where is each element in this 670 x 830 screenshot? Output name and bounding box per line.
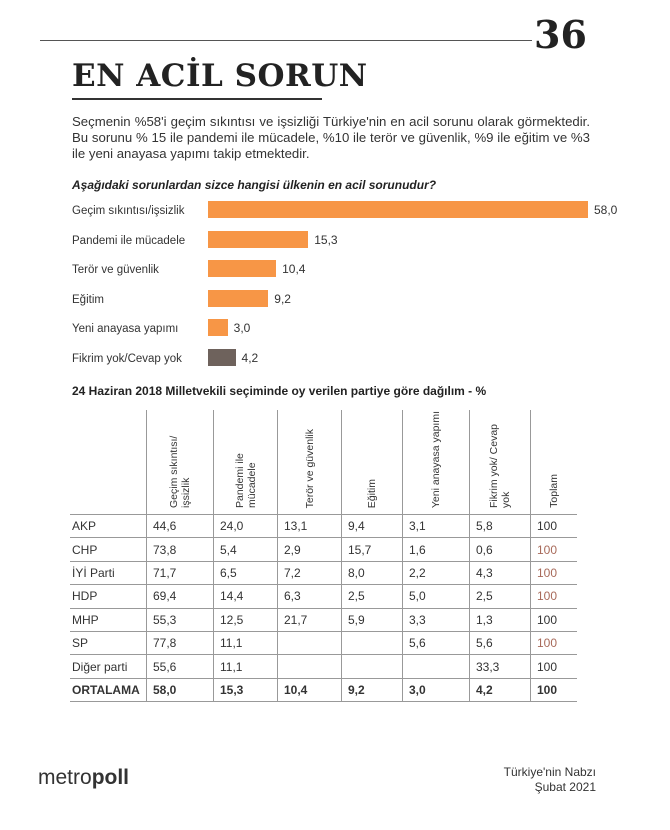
table-body xyxy=(70,515,577,702)
value-cell: 5,4 xyxy=(214,538,278,561)
party-name-cell: MHP xyxy=(70,608,147,631)
table-column-header xyxy=(470,410,531,515)
bar-row xyxy=(72,201,618,223)
value-cell: 77,8 xyxy=(147,631,214,654)
value-cell: 15,7 xyxy=(342,538,403,561)
bar-row xyxy=(72,260,592,282)
value-cell: 14,4 xyxy=(214,585,278,608)
table-row xyxy=(70,631,577,654)
value-cell: 24,0 xyxy=(214,515,278,538)
column-header-label: Fikrim yok/ Cevap yok xyxy=(488,423,512,508)
total-cell: 100 xyxy=(531,655,578,678)
bar-row xyxy=(72,290,592,312)
value-cell xyxy=(403,655,470,678)
table-row xyxy=(70,538,577,561)
bar-value-label: 58,0 xyxy=(594,203,618,217)
value-cell: 11,1 xyxy=(214,655,278,678)
table-title: 24 Haziran 2018 Milletvekili seçiminde oy verilen partiye göre dağılım - % xyxy=(72,384,487,398)
value-cell xyxy=(278,631,342,654)
bar-category-label: Yeni anayasa yapımı xyxy=(72,323,179,335)
value-cell: 3,3 xyxy=(403,608,470,631)
page-number: 36 xyxy=(534,12,587,57)
table-row xyxy=(70,561,577,584)
party-name-cell: İYİ Parti xyxy=(70,561,147,584)
page-title: EN ACİL SORUN xyxy=(72,58,368,94)
value-cell: 71,7 xyxy=(147,561,214,584)
table-header-row xyxy=(70,410,577,515)
value-cell: 8,0 xyxy=(342,561,403,584)
total-cell: 100 xyxy=(531,585,578,608)
value-cell: 44,6 xyxy=(147,515,214,538)
bar-category-label: Pandemi ile mücadele xyxy=(72,234,186,247)
value-cell: 15,3 xyxy=(214,678,278,701)
value-cell: 73,8 xyxy=(147,538,214,561)
value-cell: 6,3 xyxy=(278,585,342,608)
bar xyxy=(208,260,276,277)
bar xyxy=(208,349,236,366)
total-cell: 100 xyxy=(531,561,578,584)
footer-date: Şubat 2021 xyxy=(534,780,596,794)
value-cell: 55,3 xyxy=(147,608,214,631)
bar-value-label: 10,4 xyxy=(282,262,306,276)
distribution-table xyxy=(70,410,577,702)
value-cell: 55,6 xyxy=(147,655,214,678)
value-cell: 1,6 xyxy=(403,538,470,561)
total-cell: 100 xyxy=(531,515,578,538)
value-cell: 4,3 xyxy=(470,561,531,584)
bar-category-label: Eğitim xyxy=(72,293,104,306)
intro-paragraph: Seçmenin %58'i geçim sıkıntısı ve işsizliği Türkiye'nin en acil sorunu olarak görmektedir. Bu sorunu % 15 ile pandemi ile mücadele, %10 ile terör ve güvenlik, %9 ile eğitim ve %3 ile yeni anayasa yapımı takip etmektedir. xyxy=(72,114,590,161)
value-cell: 2,5 xyxy=(470,585,531,608)
bar-value-label: 3,0 xyxy=(233,321,251,335)
bar-category-label: Fikrim yok/Cevap yok xyxy=(72,352,182,365)
value-cell: 21,7 xyxy=(278,608,342,631)
column-header-label: Terör ve güvenlik xyxy=(303,428,316,508)
bar-row xyxy=(72,319,592,341)
value-cell: 5,0 xyxy=(403,585,470,608)
value-cell: 11,1 xyxy=(214,631,278,654)
column-header-label: Eğitim xyxy=(366,478,378,508)
metropoll-logo: metropoll xyxy=(38,766,130,789)
value-cell xyxy=(342,655,403,678)
table-column-header xyxy=(403,410,470,515)
column-header-label: Pandemi ile mücadele xyxy=(233,453,258,508)
bar-category-label: Terör ve güvenlik xyxy=(72,264,159,276)
party-name-cell: ORTALAMA xyxy=(70,678,147,701)
bar xyxy=(208,290,268,307)
footer-publication: Türkiye'nin Nabzı xyxy=(503,765,596,779)
total-cell: 100 xyxy=(531,631,578,654)
total-cell: 100 xyxy=(531,678,578,701)
column-header-label: Toplam xyxy=(548,474,560,508)
bar xyxy=(208,231,308,248)
value-cell: 7,2 xyxy=(278,561,342,584)
bar-row xyxy=(72,231,592,253)
value-cell xyxy=(278,655,342,678)
column-header-label: Geçim sıkıntısı/ işsizlik xyxy=(168,435,192,508)
table-column-header xyxy=(147,410,214,515)
value-cell: 5,8 xyxy=(470,515,531,538)
bar xyxy=(208,201,588,218)
table-row xyxy=(70,608,577,631)
value-cell: 5,6 xyxy=(403,631,470,654)
table-column-header xyxy=(214,410,278,515)
party-name-cell: HDP xyxy=(70,585,147,608)
value-cell: 6,5 xyxy=(214,561,278,584)
bar-value-label: 9,2 xyxy=(274,291,291,306)
table-column-header xyxy=(278,410,342,515)
party-name-cell: AKP xyxy=(70,515,147,538)
column-header-label: Yeni anayasa yapımı xyxy=(430,410,442,508)
value-cell: 0,6 xyxy=(470,538,531,561)
table-average-row xyxy=(70,678,577,701)
value-cell: 69,4 xyxy=(147,585,214,608)
value-cell: 2,5 xyxy=(342,585,403,608)
bar-row xyxy=(72,349,592,371)
value-cell: 2,2 xyxy=(403,561,470,584)
total-cell: 100 xyxy=(531,608,578,631)
value-cell: 9,2 xyxy=(342,678,403,701)
table-row xyxy=(70,655,577,678)
value-cell: 33,3 xyxy=(470,655,531,678)
value-cell: 12,5 xyxy=(214,608,278,631)
value-cell: 1,3 xyxy=(470,608,531,631)
value-cell: 5,6 xyxy=(470,631,531,654)
value-cell: 9,4 xyxy=(342,515,403,538)
value-cell: 10,4 xyxy=(278,678,342,701)
value-cell xyxy=(342,631,403,654)
table-row xyxy=(70,585,577,608)
table-row xyxy=(70,515,577,538)
chart-question: Aşağıdaki sorunlardan sizce hangisi ülkenin en acil sorunudur? xyxy=(72,178,437,192)
bar-value-label: 15,3 xyxy=(314,232,338,247)
table-column-header xyxy=(531,410,578,515)
party-name-cell: CHP xyxy=(70,538,147,561)
table-column-header xyxy=(342,410,403,515)
value-cell: 4,2 xyxy=(470,678,531,701)
party-name-cell: SP xyxy=(70,631,147,654)
value-cell: 58,0 xyxy=(147,678,214,701)
bar-value-label: 4,2 xyxy=(241,350,259,365)
value-cell: 3,1 xyxy=(403,515,470,538)
bar xyxy=(208,319,228,336)
value-cell: 2,9 xyxy=(278,538,342,561)
party-name-cell: Diğer parti xyxy=(70,655,147,678)
table-header-party xyxy=(70,410,147,515)
title-underline xyxy=(72,98,322,100)
bar-category-label: Geçim sıkıntısı/işsizlik xyxy=(72,205,185,217)
total-cell: 100 xyxy=(531,538,578,561)
value-cell: 3,0 xyxy=(403,678,470,701)
header-rule xyxy=(40,40,532,41)
value-cell: 5,9 xyxy=(342,608,403,631)
footer xyxy=(494,765,596,795)
value-cell: 13,1 xyxy=(278,515,342,538)
